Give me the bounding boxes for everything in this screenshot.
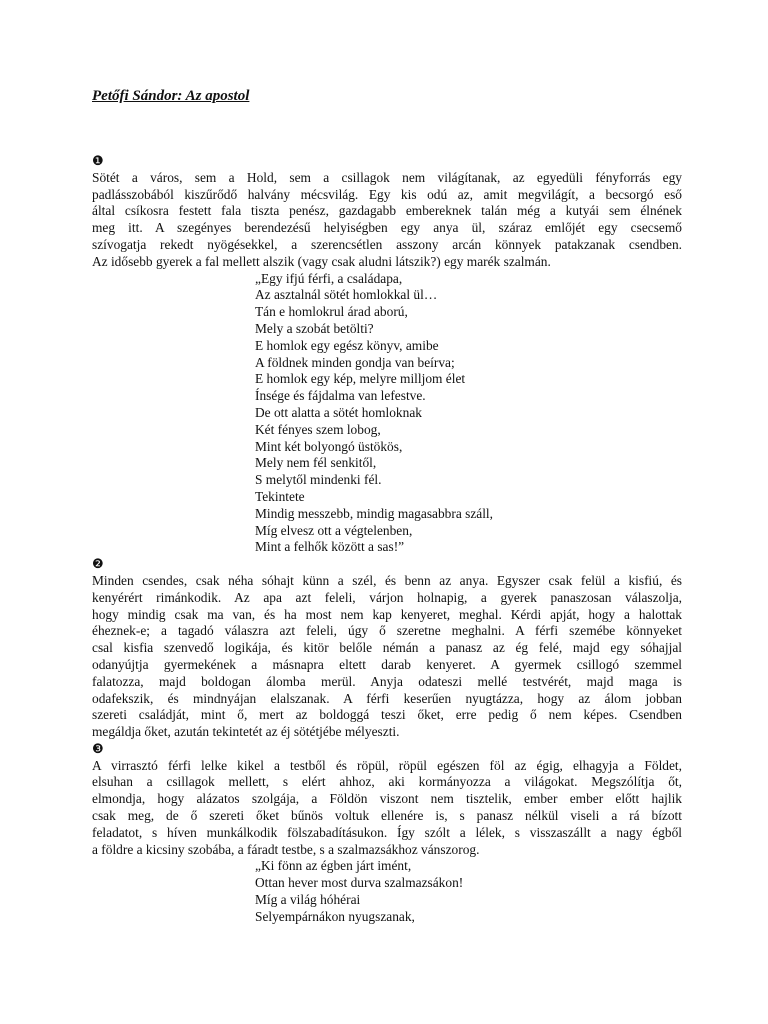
- prose-paragraph: [92, 758, 682, 859]
- verse-line: S melytől mindenki fél.: [255, 472, 382, 488]
- verse-line: Mint a felhők között a sas!”: [255, 539, 405, 555]
- section-marker: ❶: [92, 153, 104, 168]
- verse-line: Mint két bolyongó üstökös,: [255, 438, 403, 454]
- verse-line: E homlok egy egész könyv, amibe: [255, 337, 439, 353]
- prose-line: megáldja őket, azután tekintetét az éj sötétjébe mélyeszti.: [92, 724, 400, 740]
- prose-line: kenyérért rimánkodik. Az apa azt feleli, várjon holnapig, a gyerek panaszosan válaszolja,: [92, 589, 682, 605]
- section-marker: ❷: [92, 556, 104, 572]
- verse-block: [255, 858, 682, 925]
- verse-line: Míg elvesz ott a végtelenben,: [255, 522, 413, 538]
- prose-line: által csíkosra festett fala tiszta penész, gazdagabb embereknek talán még a kutyái sem élnének: [92, 203, 682, 219]
- prose-line: éheznek-e; a tagadó válaszra azt feleli, úgy ő szeretne meghalni. A férfi szemébe könnyeket: [92, 623, 682, 639]
- verse-line: Az asztalnál sötét homlokkal ül…: [255, 287, 438, 303]
- prose-line: Az idősebb gyerek a fal mellett alszik (vagy csak aludni látszik?) egy marék szalmán.: [92, 253, 551, 269]
- document-title: Petőfi Sándor: Az apostol: [92, 88, 250, 104]
- verse-line: Ottan hever most durva szalmazsákon!: [255, 875, 464, 891]
- prose-line: falatozza, majd boldogan álomba merül. Anyja odateszi mellé testvérét, majd maga is: [92, 673, 682, 689]
- prose-line: szereti családját, mint ő, mert az boldoggá teszi őket, erre pedig ő nem képes. Csendben: [92, 707, 682, 723]
- verse-line: Míg a világ hóhérai: [255, 892, 361, 908]
- prose-paragraph: [92, 170, 682, 271]
- verse-line: Mindig messzebb, mindig magasabbra száll,: [255, 505, 494, 521]
- prose-line: elsuhan a csillagok mellett, s elért ahhoz, aki kormányozza a világokat. Megszólítja őt,: [92, 774, 682, 790]
- section-marker: ❸: [92, 740, 104, 756]
- verse-block: [255, 271, 682, 557]
- prose-line: csak meg, de ő szereti őket bűnös voltuk ellenére is, s panasz nélkül viseli a rá bízott: [92, 808, 682, 824]
- verse-line: Mely nem fél senkitől,: [255, 455, 377, 471]
- verse-line: Két fényes szem lobog,: [255, 421, 381, 437]
- document-body: [92, 153, 682, 926]
- verse-line: Mely a szobát betölti?: [255, 320, 374, 336]
- prose-line: feladatot, s híven munkálkodik fölszabadításukon. Így szólt a lélek, s visszaszállt a nagy égből: [92, 824, 682, 840]
- prose-line: Minden csendes, csak néha sóhajt künn a szél, és benn az anya. Egyszer csak felül a kisfiú, és: [92, 572, 682, 588]
- verse-line: Ínsége és fájdalma van lefestve.: [255, 388, 426, 404]
- prose-line: odanyújtja gyermekének a másnapra eltett darab kenyeret. A gyermek csillogó szemmel: [92, 656, 682, 672]
- prose-line: elmondja, hogy alázatos szolgája, a Földön viszont nem tisztelik, ember ember előtt hajlik: [92, 791, 682, 807]
- prose-line: Sötét a város, sem a Hold, sem a csillagok nem világítanak, az egyedüli fényforrás egy: [92, 169, 682, 185]
- prose-line: hogy mindig csak ma van, és ha most nem kap kenyeret, meghal. Kérdi apját, hogy a halottak: [92, 606, 682, 622]
- verse-line: De ott alatta a sötét homloknak: [255, 404, 422, 420]
- prose-paragraph: [92, 573, 682, 741]
- verse-line: Selyempárnákon nyugszanak,: [255, 908, 415, 924]
- prose-line: a földre a kicsiny szobába, a fáradt testbe, s a szalmazsákhoz vánszorog.: [92, 841, 480, 857]
- verse-line: E homlok egy kép, melyre milljom élet: [255, 371, 466, 387]
- verse-line: Tekintete: [255, 488, 305, 504]
- verse-line: A földnek minden gondja van beírva;: [255, 354, 455, 370]
- prose-line: A virrasztó férfi lelke kikel a testből és röpül, röpül egészen föl az égig, elhagyja a Földet,: [92, 757, 682, 773]
- prose-line: padlásszobából kiszűrődő halvány mécsvilág. Egy kis odú az, amit megvilágít, a becsorgó eső: [92, 186, 682, 202]
- prose-line: odafekszik, és mindnyájan elalszanak. A férfi keserűen nyugtázza, hogy az álom jobban: [92, 690, 682, 706]
- verse-line: Tán e homlokrul árad aború,: [255, 304, 408, 320]
- prose-line: meg itt. A szegényes berendezésű helyiségben egy anya ül, száraz emlőjét egy csecsemő: [92, 220, 682, 236]
- prose-line: csal kisfia szenvedő logikája, és kitör belőle némán a panasz az ég felé, majd egy sóhajjal: [92, 640, 682, 656]
- prose-line: szívogatja rekedt nyögésekkel, a szerencsétlen asszony arcán könnyek patakzanak csendben.: [92, 236, 682, 252]
- verse-line: „Egy ifjú férfi, a családapa,: [255, 270, 403, 286]
- verse-line: „Ki fönn az égben járt imént,: [255, 858, 412, 874]
